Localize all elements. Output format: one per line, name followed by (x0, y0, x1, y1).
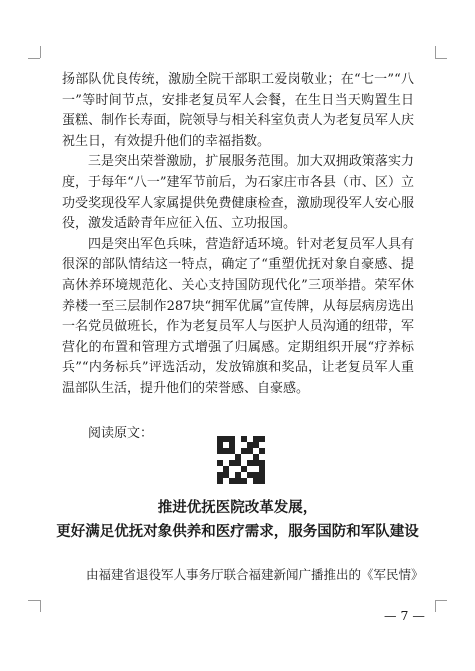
crop-mark (40, 600, 41, 612)
crop-mark (435, 600, 436, 612)
paragraph-continued: 扬部队优良传统，激励全院干部职工爱岗敬业；在“七一”“八一”等时间节点，安排老复员军人会餐，在生日当天购置生日蛋糕、制作长寿面，院领导与相关科室负责人为老复员军人庆祝生日，有效提升他们的幸福指数。 (62, 72, 414, 149)
crop-mark (435, 46, 436, 58)
read-original-link[interactable]: 阅读原文： (88, 426, 154, 441)
crop-mark (435, 600, 447, 601)
headline-line-2: 更好满足优抚对象供养和医疗需求，服务国防和军队建设 (56, 524, 419, 540)
qr-code-icon[interactable] (217, 436, 265, 484)
program-credit: 由福建省退役军人事务厅联合福建新闻广播推出的《军民情》 (86, 567, 424, 582)
crop-mark (40, 46, 41, 58)
page-number: — 7 — (384, 608, 425, 623)
crop-mark (28, 58, 40, 59)
crop-mark (435, 58, 447, 59)
paragraph-military-environment: 四是突出军色兵味，营造舒适环境。针对老复员军人具有很深的部队情结这一特点，确定了“重塑优抚对象自豪感、提高休养环境规范化、关心支持国防现代化”三项举措。荣军休养楼一至三层制作287块“拥军优属”宣传牌，从每层病房选出一名党员做班长，作为老复员军人与医护人员沟通的纽带，军营化的布置和管理方式增强了归属感。定期组织开展“疗养标兵”“内务标兵”评选活动，发放锦旗和奖品，让老复员军人重温部队生活，提升他们的荣誉感、自豪感。 (62, 236, 414, 396)
crop-mark (28, 600, 40, 601)
paragraph-honor-incentive: 三是突出荣誉激励，扩展服务范围。加大双拥政策落实力度，于每年“八一”建军节前后，为石家庄市各县（市、区）立功受奖现役军人家属提供免费健康检查，激励现役军人安心服役，激发适龄青年应征入伍、立功报国。 (62, 154, 414, 232)
article-body (62, 70, 414, 400)
headline-line-1: 推进优抚医院改革发展， (157, 500, 318, 516)
